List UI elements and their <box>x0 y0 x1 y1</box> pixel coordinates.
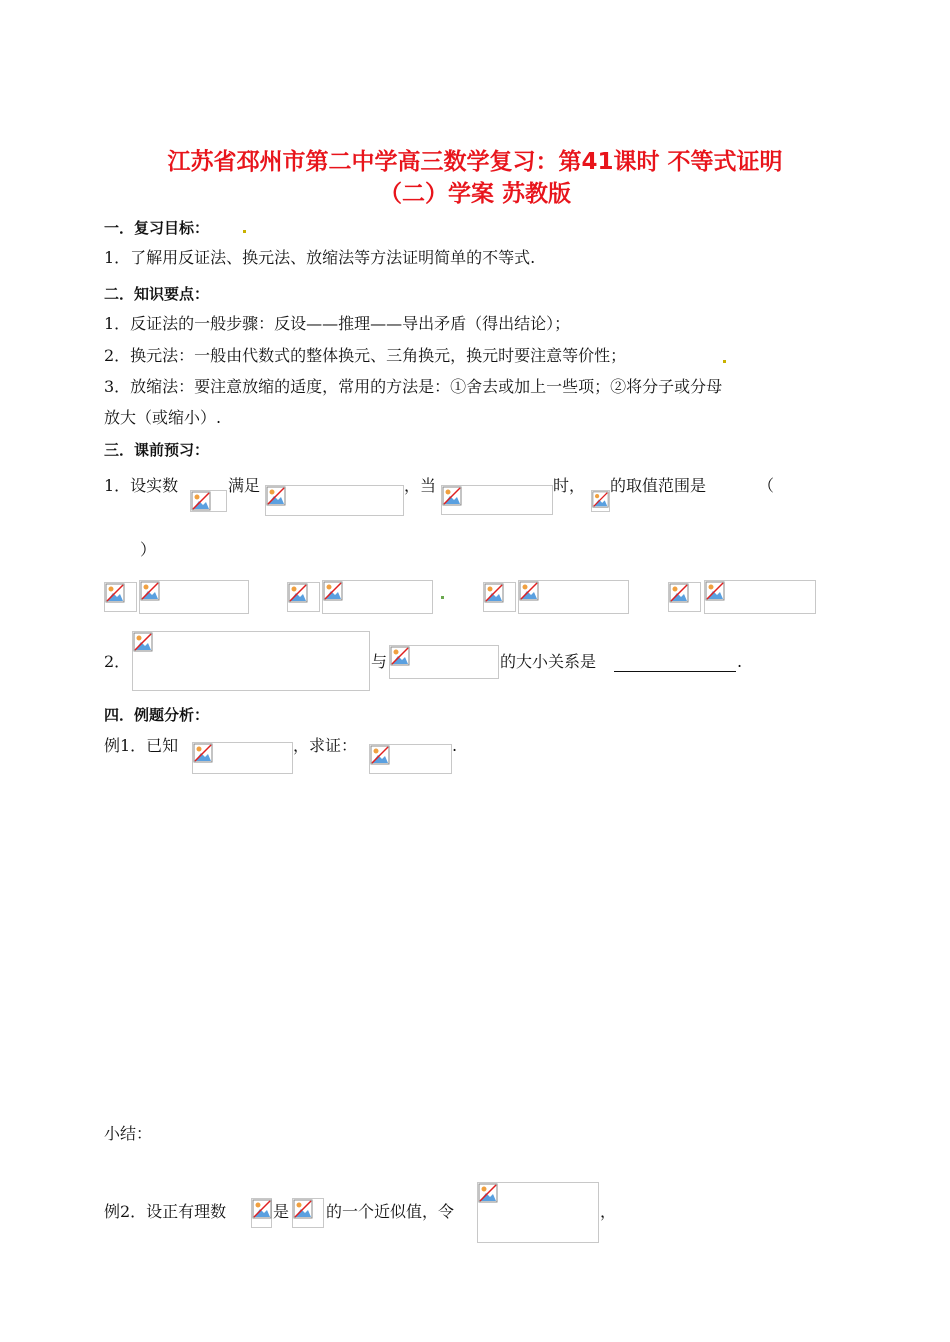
broken-image-icon <box>191 491 211 511</box>
broken-image-icon <box>484 583 504 603</box>
section2-heading: 二．知识要点： <box>104 285 210 303</box>
broken-image-icon <box>370 745 390 765</box>
marker-dot <box>723 360 726 363</box>
option-d-label-image <box>668 582 701 612</box>
formula-image <box>441 485 553 515</box>
section3-heading: 三．课前预习： <box>104 441 210 459</box>
broken-image-icon <box>266 486 286 506</box>
ex2-text-b: 是 <box>273 1202 290 1221</box>
q2-text-b: 与 <box>371 652 388 671</box>
broken-image-icon <box>390 646 410 666</box>
option-a-image <box>139 580 249 614</box>
broken-image-icon <box>293 1199 313 1219</box>
option-c-label-image <box>483 582 516 612</box>
q1-paren-open: （ <box>758 476 775 495</box>
formula-image <box>591 490 610 512</box>
ex1-end: . <box>452 736 458 755</box>
ex2-text-c: 的一个近似值，令 <box>326 1202 455 1221</box>
answer-blank[interactable] <box>614 670 736 672</box>
broken-image-icon <box>592 491 609 508</box>
q1-text-c: ，当 <box>404 476 437 495</box>
ex1-text-b: ，求证： <box>293 736 358 755</box>
option-d-image <box>704 580 816 614</box>
broken-image-icon <box>519 581 539 601</box>
formula-image <box>369 744 452 774</box>
broken-image-icon <box>288 583 308 603</box>
broken-image-icon <box>105 583 125 603</box>
section2-item3-line2: 放大（或缩小）. <box>104 408 222 427</box>
q2-end: . <box>737 652 743 671</box>
formula-image <box>265 485 404 516</box>
q1-text-d: 时， <box>553 476 586 495</box>
section1-heading: 一．复习目标： <box>104 219 210 237</box>
formula-image <box>190 490 227 512</box>
option-c-image <box>518 580 629 614</box>
summary-label: 小结： <box>104 1124 153 1143</box>
formula-image <box>132 631 370 691</box>
document-title-line2: （二）学案 苏教版 <box>378 181 571 207</box>
marker-dot <box>441 596 444 599</box>
ex2-end: ， <box>600 1202 617 1221</box>
formula-image <box>292 1198 324 1228</box>
document-title-line1: 江苏省邳州市第二中学高三数学复习：第41课时 不等式证明 <box>167 149 783 175</box>
formula-image <box>192 742 293 774</box>
broken-image-icon <box>705 581 725 601</box>
broken-image-icon <box>193 743 213 763</box>
option-b-image <box>322 580 433 614</box>
broken-image-icon <box>252 1199 272 1219</box>
section1-item1: 1．了解用反证法、换元法、放缩法等方法证明简单的不等式. <box>104 248 536 267</box>
q1-text-e: 的取值范围是 <box>610 476 707 495</box>
q1-text-b: 满足 <box>228 476 261 495</box>
q1-text-a: 1．设实数 <box>104 476 179 495</box>
q1-paren-close: ） <box>140 540 157 559</box>
broken-image-icon <box>140 581 160 601</box>
broken-image-icon <box>323 581 343 601</box>
formula-image <box>389 645 499 679</box>
ex1-text-a: 例1．已知 <box>104 736 179 755</box>
option-b-label-image <box>287 582 320 612</box>
q2-text-a: 2． <box>104 652 131 671</box>
option-a-label-image <box>104 582 137 612</box>
section2-item2: 2．换元法：一般由代数式的整体换元、三角换元，换元时要注意等价性； <box>104 346 627 365</box>
section2-item3-line1: 3．放缩法：要注意放缩的适度，常用的方法是：①舍去或加上一些项；②将分子或分母 <box>104 377 723 396</box>
q2-text-c: 的大小关系是 <box>500 652 597 671</box>
broken-image-icon <box>478 1183 498 1203</box>
marker-dot <box>243 230 246 233</box>
formula-image <box>477 1182 599 1243</box>
ex2-text-a: 例2．设正有理数 <box>104 1202 227 1221</box>
broken-image-icon <box>133 632 153 652</box>
broken-image-icon <box>669 583 689 603</box>
section2-item1: 1．反证法的一般步骤：反设——推理——导出矛盾（得出结论）； <box>104 314 571 333</box>
broken-image-icon <box>442 486 462 506</box>
formula-image <box>251 1198 272 1228</box>
section4-heading: 四．例题分析： <box>104 706 210 724</box>
